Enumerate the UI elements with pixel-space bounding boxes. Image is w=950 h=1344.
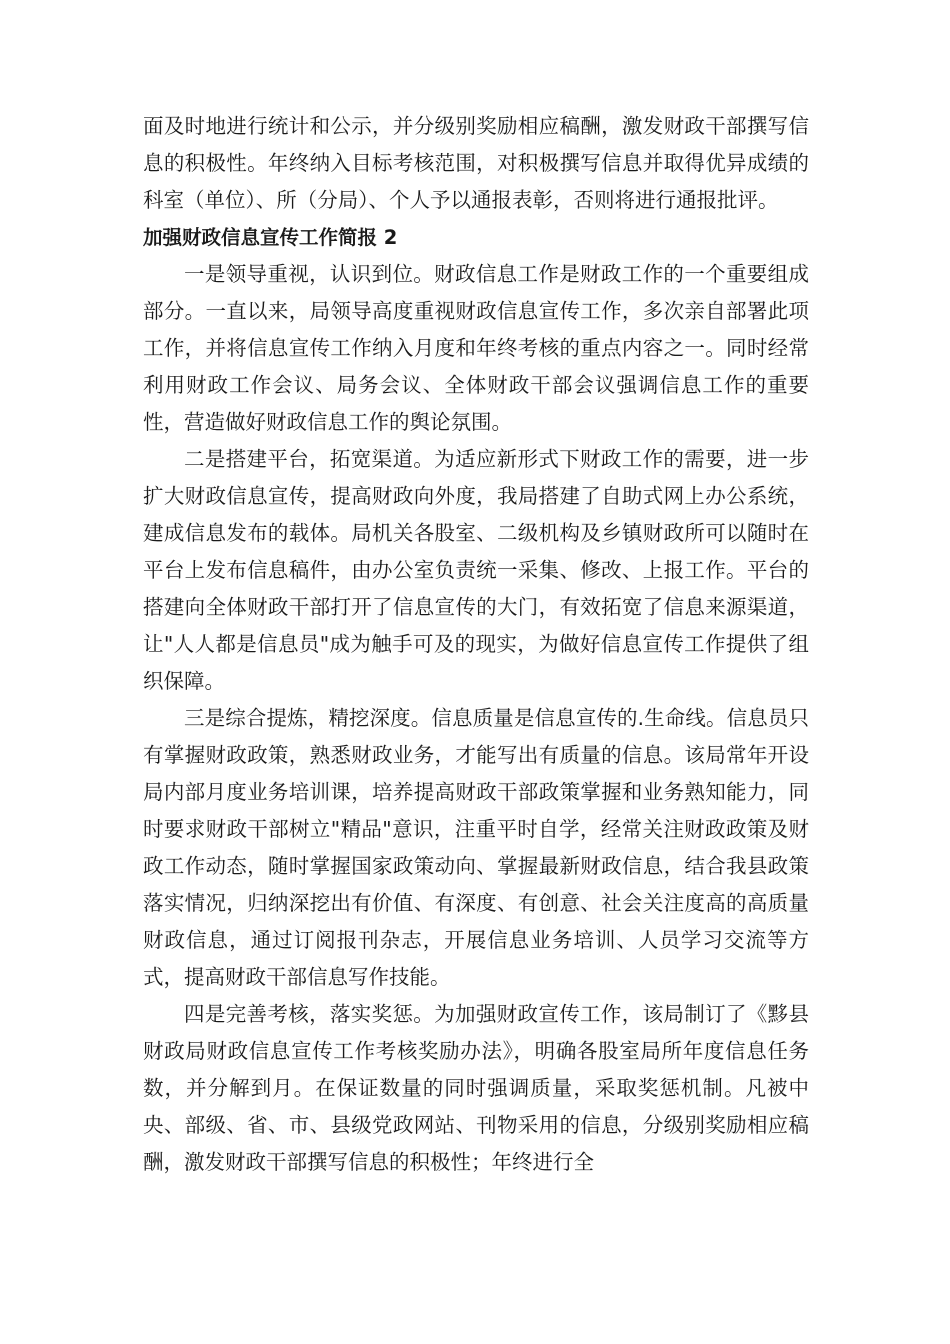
paragraph-assessment: 四是完善考核，落实奖惩。为加强财政宣传工作，该局制订了《黟县财政局财政信息宣传工作考核奖励办法》，明确各股室局所年度信息任务数，并分解到月。在保证数量的同时强调质量，采取奖惩机制。凡被中央、部级、省、市、县级党政网站、刊物采用的信息，分级别奖励相应稿酬，激发财政干部撰写信息的积极性；年终进行全 bbox=[143, 1002, 809, 1174]
document-page bbox=[143, 108, 809, 1181]
section-heading: 加强财政信息宣传工作简报 2 bbox=[143, 226, 398, 249]
paragraph-leadership: 一是领导重视，认识到位。财政信息工作是财政工作的一个重要组成部分。一直以来，局领导高度重视财政信息宣传工作，多次亲自部署此项工作，并将信息宣传工作纳入月度和年终考核的重点内容之一。同时经常利用财政工作会议、局务会议、全体财政干部会议强调信息工作的重要性，营造做好财政信息工作的舆论氛围。 bbox=[143, 262, 809, 434]
paragraph-refinement: 三是综合提炼，精挖深度。信息质量是信息宣传的.生命线。信息员只有掌握财政政策，熟悉财政业务，才能写出有质量的信息。该局常年开设局内部月度业务培训课，培养提高财政干部政策掌握和业务熟知能力，同时要求财政干部树立"精品"意识，注重平时自学，经常关注财政政策及财政工作动态，随时掌握国家政策动向、掌握最新财政信息，结合我县政策落实情况，归纳深挖出有价值、有深度、有创意、社会关注度高的高质量财政信息，通过订阅报刊杂志，开展信息业务培训、人员学习交流等方式，提高财政干部信息写作技能。 bbox=[143, 706, 809, 989]
continuation-paragraph: 面及时地进行统计和公示，并分级别奖励相应稿酬，激发财政干部撰写信息的积极性。年终纳入目标考核范围，对积极撰写信息并取得优异成绩的科室（单位）、所（分局）、个人予以通报表彰，否则将进行通报批评。 bbox=[143, 114, 809, 212]
paragraph-platform: 二是搭建平台，拓宽渠道。为适应新形式下财政工作的需要，进一步扩大财政信息宣传，提高财政向外度，我局搭建了自助式网上办公系统，建成信息发布的载体。局机关各股室、二级机构及乡镇财政所可以随时在平台上发布信息稿件，由办公室负责统一采集、修改、上报工作。平台的搭建向全体财政干部打开了信息宣传的大门，有效拓宽了信息来源渠道，让"人人都是信息员"成为触手可及的现实，为做好信息宣传工作提供了组织保障。 bbox=[143, 447, 809, 693]
